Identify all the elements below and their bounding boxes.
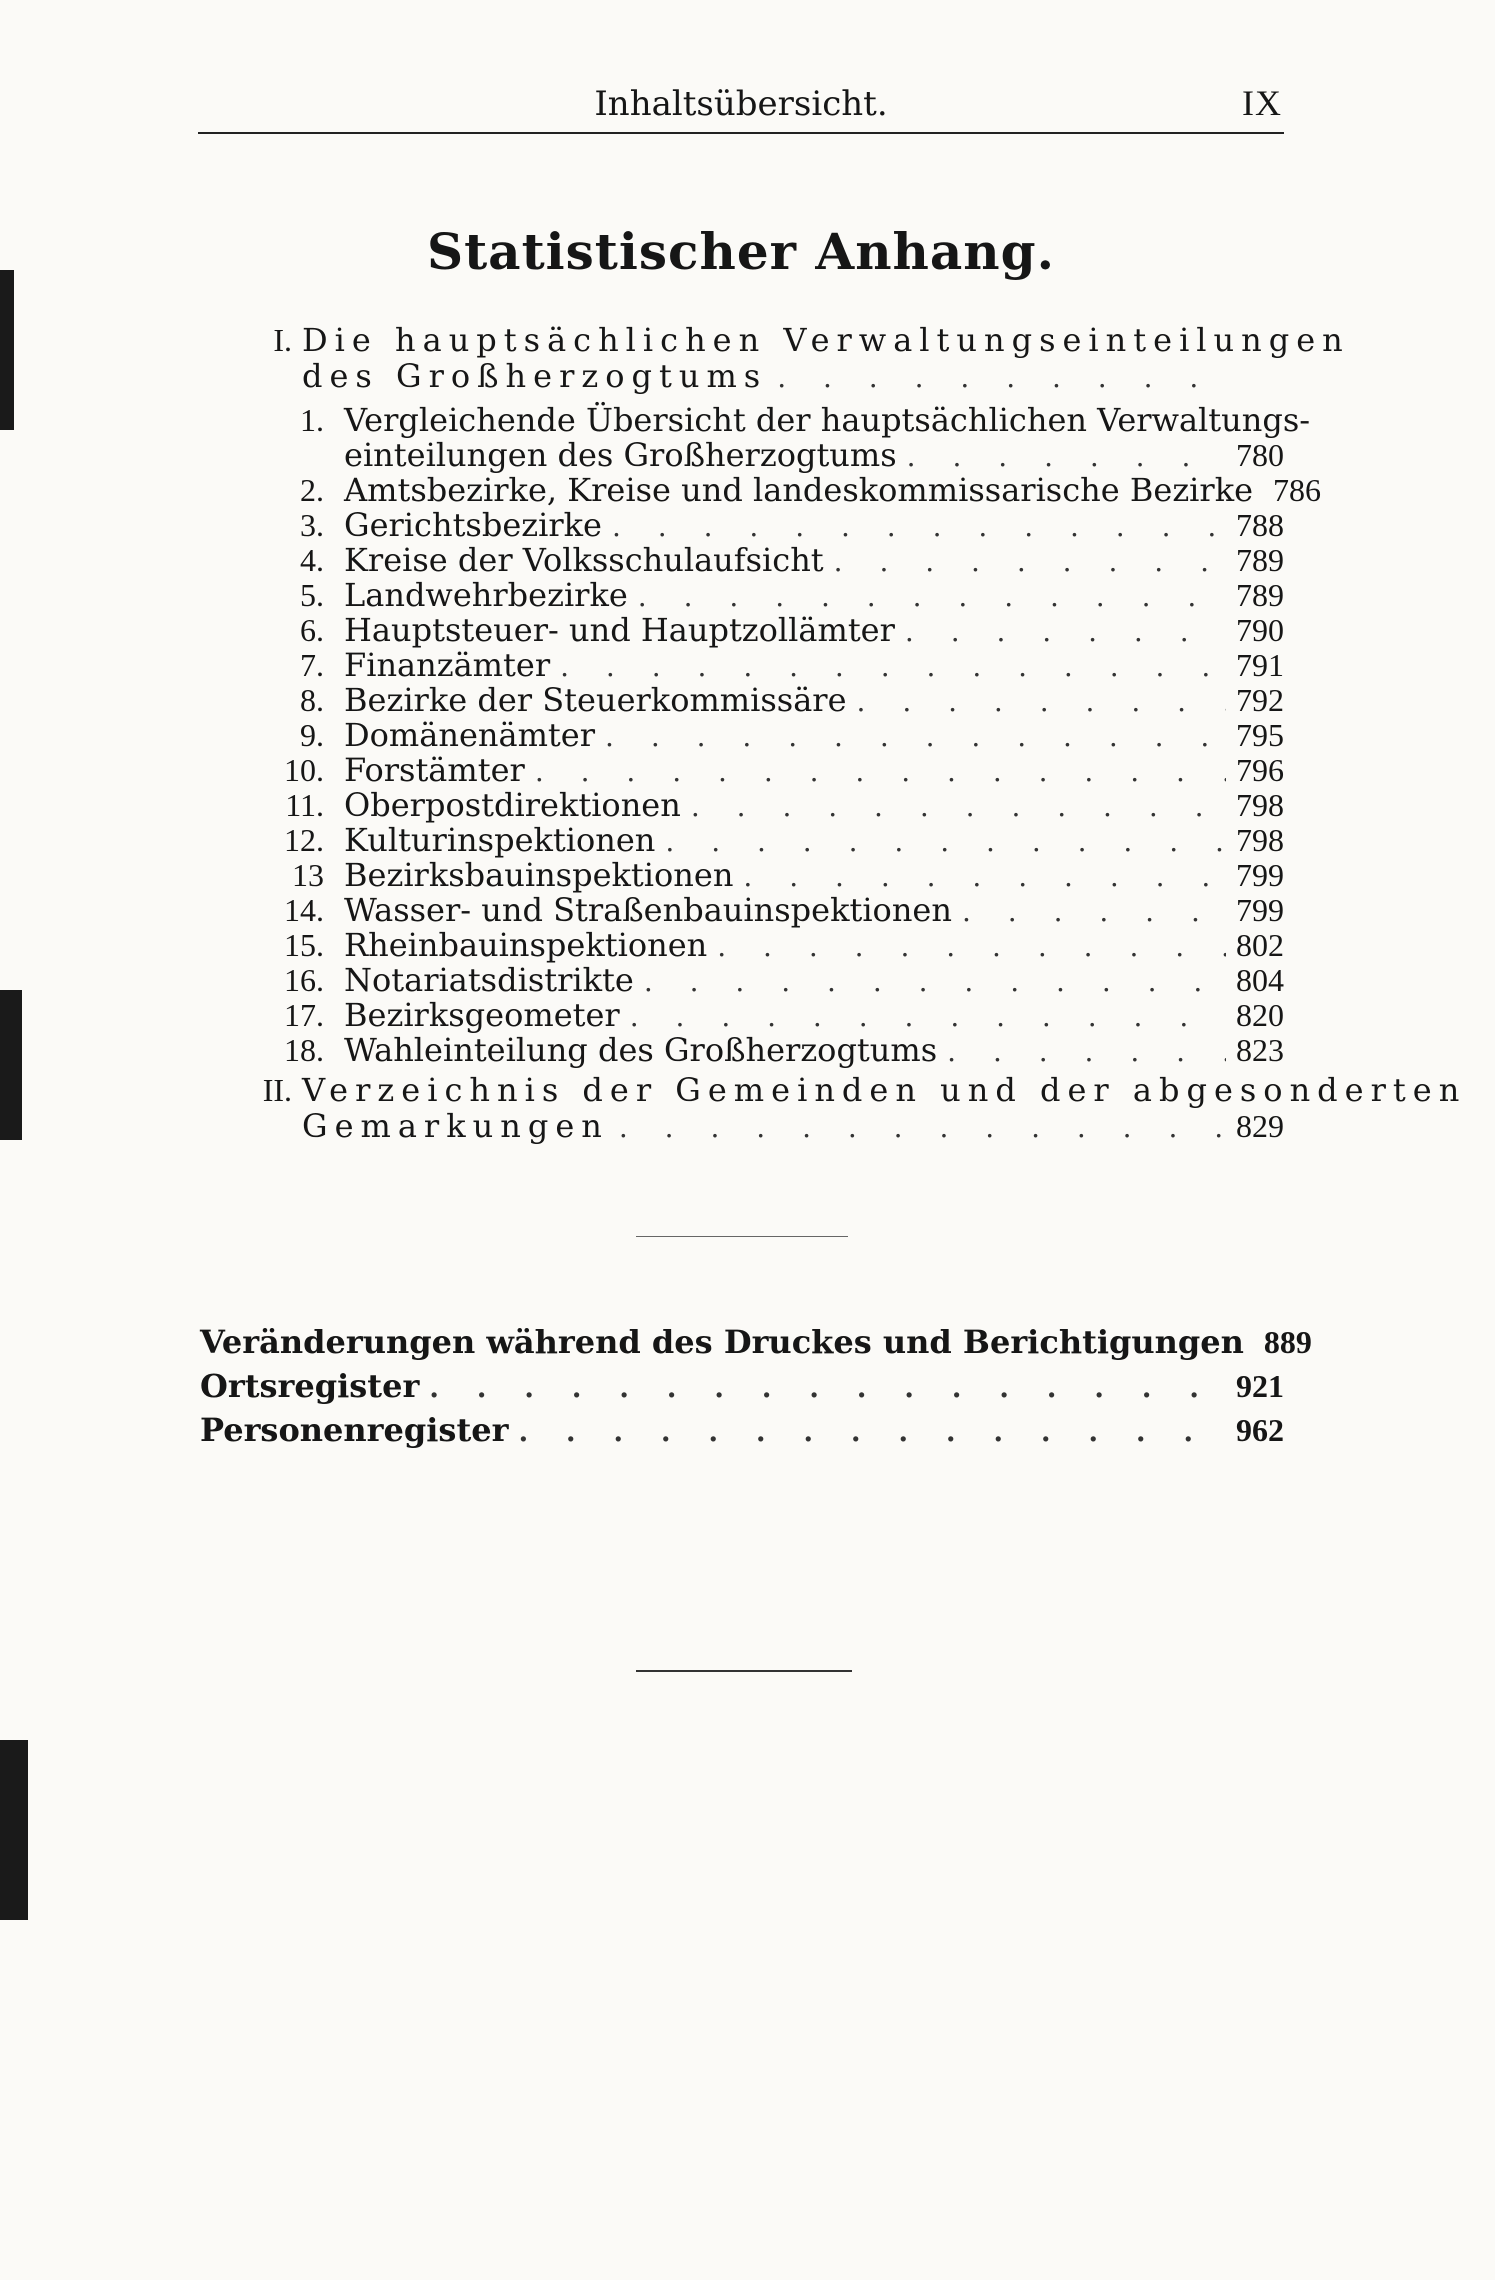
toc-entry — [344, 682, 1284, 720]
toc-entry — [344, 892, 1284, 930]
toc-entry — [344, 787, 1284, 825]
part-title-text: Gemarkungen — [302, 1107, 609, 1145]
entry-number: 7. — [300, 647, 324, 683]
entry-page-number: 790 — [1236, 612, 1284, 648]
entry-number: 5. — [300, 577, 324, 613]
leader-dots — [612, 509, 1226, 545]
entry-number: 10. — [284, 752, 324, 788]
leader-dots — [962, 894, 1226, 930]
part-numeral: I. — [273, 322, 292, 358]
entry-text: Bezirksgeometer — [344, 996, 620, 1034]
entry-text: Wahleinteilung des Großherzogtums — [344, 1031, 938, 1069]
toc-entry — [344, 822, 1284, 860]
entry-text: Rheinbauinspektionen — [344, 926, 708, 964]
toc-entry — [344, 542, 1284, 580]
entry-text: Oberpostdirektionen — [344, 786, 681, 824]
part-title-text: des Großherzogtums — [302, 357, 768, 395]
entry-number: 8. — [300, 682, 324, 718]
running-title: Inhaltsübersicht. — [594, 84, 888, 124]
toc-entry-line — [344, 402, 1310, 438]
entry-text: Ortsregister — [200, 1367, 420, 1405]
leader-dots — [834, 544, 1226, 580]
toc-entry — [302, 358, 1208, 396]
entry-text: einteilungen des Großherzogtums — [344, 436, 897, 474]
leader-dots — [560, 649, 1226, 685]
part-title-text: Verzeichnis der Gemeinden und der abgesonderten — [302, 1071, 1467, 1109]
entry-number: 1. — [300, 402, 324, 438]
entry-page-number: 962 — [1236, 1412, 1284, 1448]
toc-entry — [344, 857, 1284, 895]
entry-page-number: 791 — [1236, 647, 1284, 683]
leader-dots — [907, 439, 1226, 475]
entry-number: 18. — [284, 1032, 324, 1068]
entry-text: Bezirke der Steuerkommissäre — [344, 681, 847, 719]
entry-text: Notariatsdistrikte — [344, 961, 634, 999]
entry-page-number: 795 — [1236, 717, 1284, 753]
entry-page-number: 788 — [1236, 507, 1284, 543]
entry-number: 4. — [300, 542, 324, 578]
entry-text: Amtsbezirke, Kreise und landeskommissarische Bezirke — [344, 471, 1254, 509]
part-numeral: II. — [262, 1072, 292, 1108]
entry-page-number: 798 — [1236, 787, 1284, 823]
entry-text: Kulturinspektionen — [344, 821, 656, 859]
entry-number: 15. — [284, 927, 324, 963]
part-title-line — [302, 322, 1350, 358]
entry-text: Landwehrbezirke — [344, 576, 628, 614]
leader-dots — [630, 999, 1226, 1035]
leader-dots — [691, 789, 1226, 825]
scan-edge-mark — [0, 1740, 28, 1920]
leader-dots — [857, 684, 1226, 720]
entry-page-number: 792 — [1236, 682, 1284, 718]
leader-dots — [429, 1370, 1226, 1406]
toc-entry — [344, 1032, 1284, 1070]
entry-page-number: 796 — [1236, 752, 1284, 788]
part-title-line — [302, 1072, 1466, 1108]
toc-entry — [344, 647, 1284, 685]
toc-entry — [302, 1108, 1284, 1146]
appendix-entry — [200, 1368, 1284, 1406]
entry-number: 6. — [300, 612, 324, 648]
entry-text: Vergleichende Übersicht der hauptsächlichen Verwaltungs- — [344, 401, 1311, 439]
entry-page-number: 799 — [1236, 892, 1284, 928]
leader-dots — [743, 859, 1226, 895]
entry-text: Hauptsteuer- und Hauptzollämter — [344, 611, 895, 649]
leader-dots — [947, 1034, 1226, 1070]
entry-number: 13 — [292, 857, 324, 893]
appendix-entry — [200, 1323, 1312, 1362]
appendix-entry — [200, 1412, 1284, 1450]
toc-entry — [344, 997, 1284, 1035]
entry-page-number: 798 — [1236, 822, 1284, 858]
entry-text: Bezirksbauinspektionen — [344, 856, 734, 894]
scan-edge-mark — [0, 990, 22, 1140]
entry-page-number: 921 — [1236, 1368, 1284, 1404]
entry-text: Domänenämter — [344, 716, 596, 754]
entry-page-number: 802 — [1236, 927, 1284, 963]
entry-text: Forstämter — [344, 751, 525, 789]
leader-dots — [518, 1414, 1226, 1450]
end-divider — [636, 1670, 852, 1672]
section-divider — [636, 1236, 848, 1237]
entry-number: 11. — [285, 787, 324, 823]
entry-text: Veränderungen während des Druckes und Berichtigungen — [200, 1323, 1244, 1361]
toc-entry — [344, 471, 1322, 510]
toc-entry — [344, 612, 1284, 650]
toc-entry — [344, 507, 1284, 545]
leader-dots — [905, 614, 1226, 650]
leader-dots — [644, 964, 1226, 1000]
entry-text: Gerichtsbezirke — [344, 506, 602, 544]
entry-page-number: 829 — [1236, 1108, 1284, 1144]
entry-text: Wasser- und Straßenbauinspektionen — [344, 891, 952, 929]
entry-page-number: 799 — [1236, 857, 1284, 893]
leader-dots — [605, 719, 1226, 755]
leader-dots — [535, 754, 1226, 790]
scan-edge-mark — [0, 270, 14, 430]
entry-text: Personenregister — [200, 1411, 509, 1449]
entry-page-number: 820 — [1236, 997, 1284, 1033]
entry-page-number: 823 — [1236, 1032, 1284, 1068]
entry-page-number: 780 — [1236, 437, 1284, 473]
entry-page-number: 786 — [1273, 472, 1322, 508]
leader-dots — [638, 579, 1226, 615]
entry-page-number: 889 — [1263, 1324, 1312, 1360]
toc-entry — [344, 717, 1284, 755]
entry-page-number: 804 — [1236, 962, 1284, 998]
entry-number: 3. — [300, 507, 324, 543]
entry-text: Kreise der Volksschulaufsicht — [344, 541, 824, 579]
toc-entry — [344, 577, 1284, 615]
leader-dots — [619, 1110, 1226, 1146]
leader-dots — [665, 824, 1226, 860]
entry-number: 2. — [300, 472, 324, 508]
toc-entry — [344, 962, 1284, 1000]
section-title: Statistischer Anhang. — [426, 222, 1056, 281]
entry-number: 16. — [284, 962, 324, 998]
running-header — [198, 80, 1284, 134]
entry-page-number: 789 — [1236, 577, 1284, 613]
entry-number: 17. — [284, 997, 324, 1033]
leader-dots — [717, 929, 1226, 965]
entry-number: 9. — [300, 717, 324, 753]
entry-text: Finanzämter — [344, 646, 551, 684]
part-title-text: Die hauptsächlichen Verwaltungseinteilungen — [302, 321, 1350, 359]
entry-number: 14. — [284, 892, 324, 928]
page-number: IX — [1242, 83, 1282, 123]
entry-page-number: 789 — [1236, 542, 1284, 578]
entry-number: 12. — [284, 822, 324, 858]
leader-dots — [777, 360, 1198, 396]
toc-entry — [344, 927, 1284, 965]
toc-entry — [344, 752, 1284, 790]
toc-entry — [344, 437, 1284, 475]
